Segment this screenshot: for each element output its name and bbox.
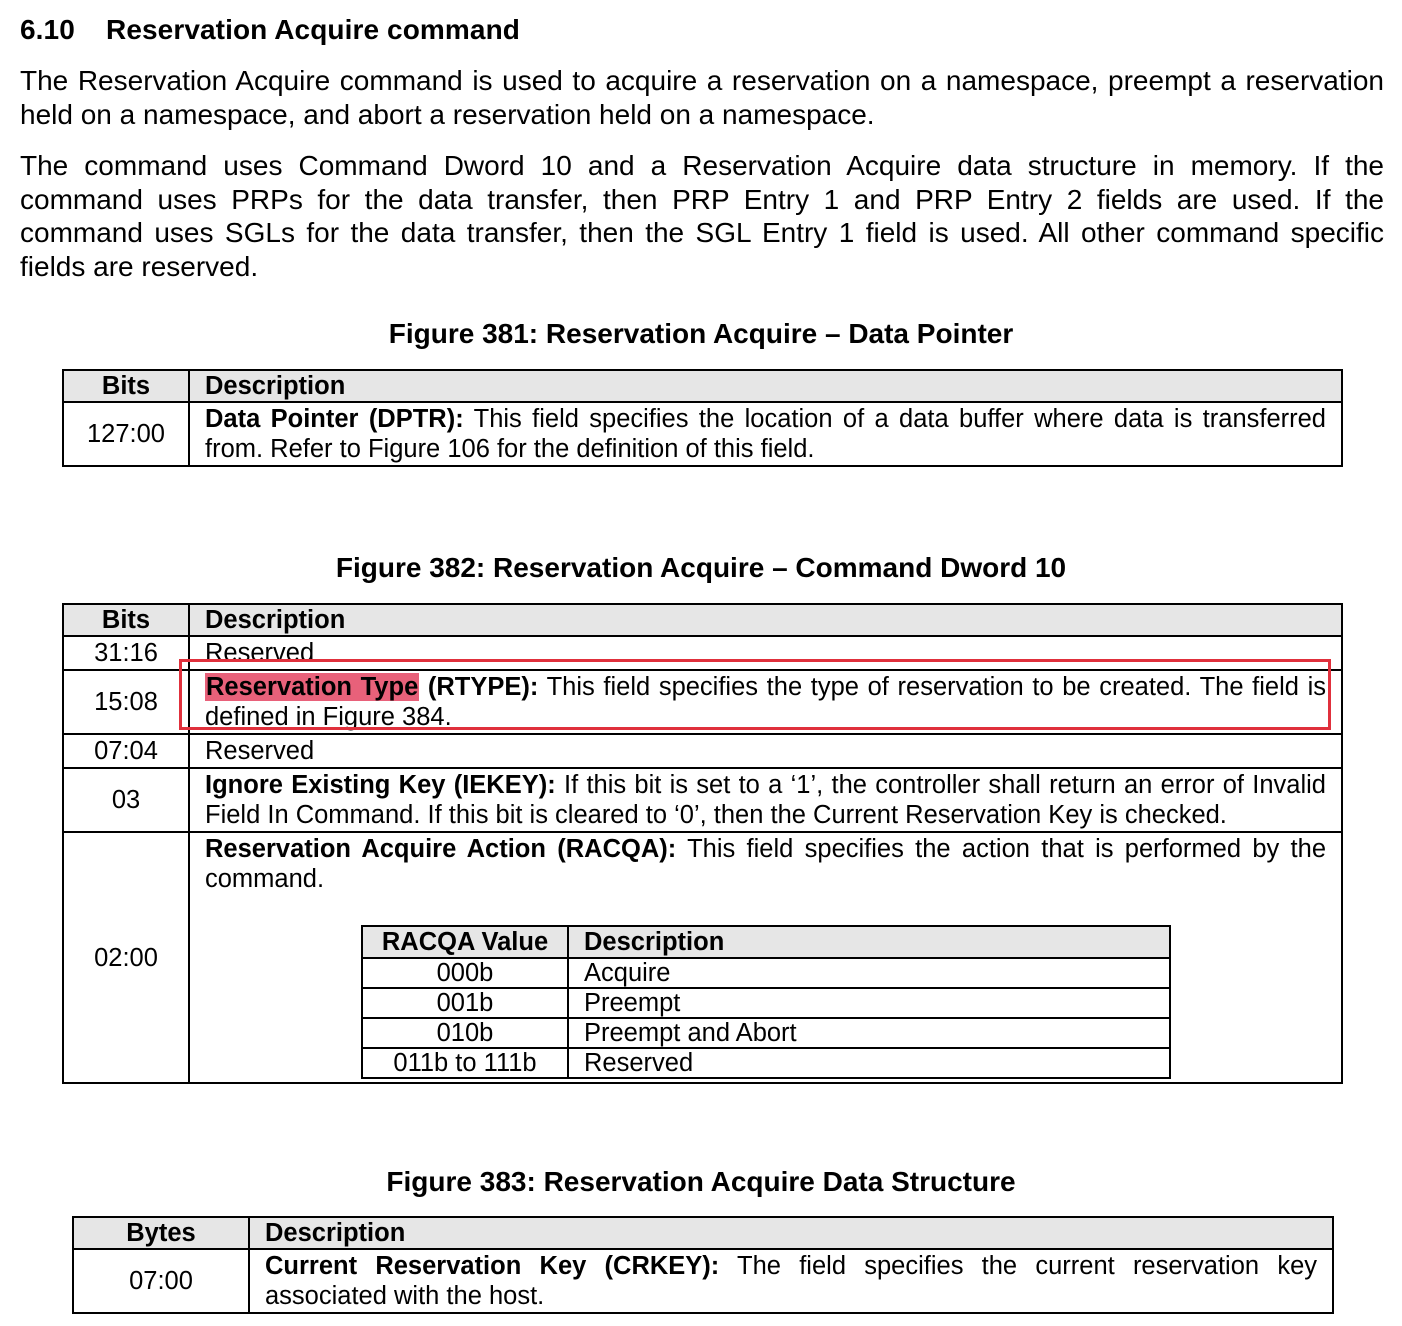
description-header: Description bbox=[189, 370, 1342, 402]
racqa-value: 000b bbox=[362, 958, 568, 988]
description-header: Description bbox=[249, 1217, 1333, 1249]
section-heading bbox=[20, 14, 520, 46]
description-header: Description bbox=[189, 604, 1342, 636]
racqa-value: 001b bbox=[362, 988, 568, 1018]
racqa-value: 011b to 111b bbox=[362, 1048, 568, 1078]
figure-382-title: Figure 382: Reservation Acquire – Command Dword 10 bbox=[335, 552, 1067, 583]
field-text: If this bit is set to a ‘1’, the controller shall return an error of Invalid Field In Command. If this bit is cleared to ‘0’, then the Current Reservation Key is checked. bbox=[205, 771, 1326, 829]
table-row bbox=[63, 768, 1342, 832]
section-title: Reservation Acquire command bbox=[106, 14, 521, 45]
bits-cell: 127:00 bbox=[63, 402, 189, 466]
highlighted-field-name: Reservation Type bbox=[206, 673, 419, 701]
table-row bbox=[63, 636, 1342, 670]
racqa-row bbox=[362, 988, 1170, 1018]
figure-382-table bbox=[62, 603, 1343, 1084]
table-row bbox=[73, 1249, 1333, 1313]
figure-383-title: Figure 383: Reservation Acquire Data Structure bbox=[386, 1166, 1016, 1197]
racqa-header-row bbox=[362, 926, 1170, 958]
racqa-row bbox=[362, 1018, 1170, 1048]
usage-paragraph: The command uses Command Dword 10 and a Reservation Acquire data structure in memory. If the command uses PRPs for the data transfer, then PRP Entry 1 and PRP Entry 2 fields are used. If the command uses SGLs for the data transfer, then the SGL Entry 1 field is used. All other command specific fields are reserved. bbox=[20, 150, 1384, 282]
racqa-description: Acquire bbox=[568, 958, 1170, 988]
field-name: Data Pointer (DPTR): bbox=[205, 405, 464, 433]
table-row bbox=[63, 832, 1342, 1083]
bits-cell: 15:08 bbox=[63, 670, 189, 734]
racqa-description: Preempt and Abort bbox=[568, 1018, 1170, 1048]
field-name: Current Reservation Key (CRKEY): bbox=[265, 1252, 720, 1280]
bytes-header: Bytes bbox=[73, 1217, 249, 1249]
section-number: 6.10 bbox=[20, 14, 75, 45]
description-cell bbox=[189, 768, 1342, 832]
field-name: (RTYPE): bbox=[419, 673, 539, 701]
racqa-description: Reserved bbox=[568, 1048, 1170, 1078]
description-cell bbox=[189, 832, 1342, 1083]
table-header-row bbox=[63, 370, 1342, 402]
table-header-row bbox=[73, 1217, 1333, 1249]
bits-cell: 02:00 bbox=[63, 832, 189, 1083]
figure-383-table bbox=[72, 1216, 1334, 1314]
racqa-value-header: RACQA Value bbox=[362, 926, 568, 958]
field-name: Reservation Acquire Action (RACQA): bbox=[205, 835, 677, 863]
racqa-description: Preempt bbox=[568, 988, 1170, 1018]
table-header-row bbox=[63, 604, 1342, 636]
intro-paragraph: The Reservation Acquire command is used to acquire a reservation on a namespace, preempt a reservation held on a namespace, and abort a reservation held on a namespace. bbox=[20, 65, 1384, 130]
table-row bbox=[63, 402, 1342, 466]
bits-header: Bits bbox=[63, 604, 189, 636]
table-row bbox=[63, 734, 1342, 768]
field-name: Ignore Existing Key (IEKEY): bbox=[205, 771, 556, 799]
bits-cell: 03 bbox=[63, 768, 189, 832]
description-cell bbox=[249, 1249, 1333, 1313]
description-cell bbox=[189, 402, 1342, 466]
racqa-row bbox=[362, 1048, 1170, 1078]
bytes-cell: 07:00 bbox=[73, 1249, 249, 1313]
description-cell: Reserved bbox=[189, 734, 1342, 768]
field-text: This field specifies the action that is performed by the command. bbox=[205, 835, 1327, 893]
racqa-row bbox=[362, 958, 1170, 988]
description-cell bbox=[189, 670, 1342, 734]
bits-cell: 31:16 bbox=[63, 636, 189, 670]
table-row bbox=[63, 670, 1342, 734]
figure-381-table bbox=[62, 369, 1343, 467]
bits-cell: 07:04 bbox=[63, 734, 189, 768]
field-text: This field specifies the location of a data buffer where data is transferred from. Refer to Figure 106 for the definition of this field. bbox=[205, 405, 1326, 463]
description-cell: Reserved bbox=[189, 636, 1342, 670]
field-text: The field specifies the current reservation key associated with the host. bbox=[265, 1252, 1317, 1310]
racqa-description-header: Description bbox=[568, 926, 1170, 958]
bits-header: Bits bbox=[63, 370, 189, 402]
racqa-value: 010b bbox=[362, 1018, 568, 1048]
racqa-table bbox=[361, 925, 1171, 1079]
figure-381-title: Figure 381: Reservation Acquire – Data Pointer bbox=[388, 318, 1014, 349]
field-text: This field specifies the type of reservation to be created. The field is defined in Figure 384. bbox=[205, 673, 1326, 731]
